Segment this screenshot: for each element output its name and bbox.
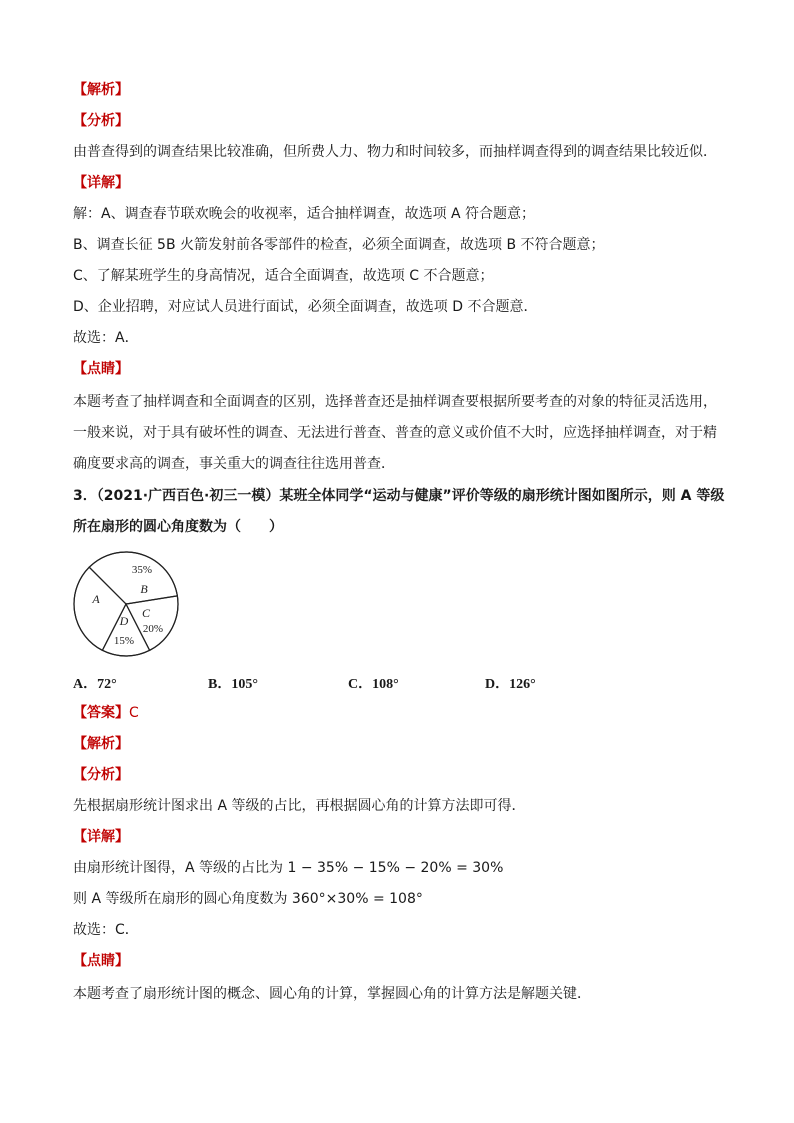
- analysis-text: 由普查得到的调查结果比较准确，但所费人力、物力和时间较多，而抽样调查得到的调查结果比较近似．: [73, 144, 717, 160]
- section-tag-fenxi: 【分析】: [73, 113, 129, 129]
- pie-slice-label: C: [141, 606, 151, 620]
- section-tag-xiangjie: 【详解】: [73, 175, 129, 191]
- comment-line: 确度要求高的调查，事关重大的调查往往选用普查．: [73, 456, 395, 472]
- section-tag-daan: 【答案】: [73, 705, 129, 721]
- comment-line: 一般来说，对于具有破坏性的调查、无法进行普查、普查的意义或价值不大时，应选择抽样调查，对于精: [73, 425, 717, 441]
- answer-value: C: [129, 705, 139, 721]
- question-stem-line2: 所在扇形的圆心角度数为（ ）: [73, 519, 283, 535]
- section-tag-jiexi: 【解析】: [73, 736, 129, 752]
- option-c: C．108°: [348, 677, 399, 692]
- option-a: A．72°: [73, 677, 117, 692]
- option-b: B．105°: [208, 677, 258, 692]
- detail-line: B、调查长征 5B 火箭发射前各零部件的检查，必须全面调查，故选项 B 不符合题意；: [73, 237, 605, 253]
- answer-line: [73, 703, 723, 723]
- detail-line: 故选：A．: [73, 330, 139, 346]
- section-tag-jiexi: 【解析】: [73, 82, 129, 98]
- pie-percent-label: 15%: [113, 635, 135, 647]
- analysis-text: 先根据扇形统计图求出 A 等级的占比，再根据圆心角的计算方法即可得．: [73, 798, 526, 814]
- pie-percent-label: 35%: [131, 564, 153, 576]
- pie-percent-label: 20%: [142, 623, 164, 635]
- detail-line: 故选：C．: [73, 922, 139, 938]
- pie-chart: [70, 548, 190, 660]
- option-d: D．126°: [485, 677, 536, 692]
- detail-line: 由扇形统计图得，A 等级的占比为 1 − 35% − 15% − 20% = 30%: [73, 860, 504, 876]
- detail-line: D、企业招聘，对应试人员进行面试，必须全面调查，故选项 D 不合题意．: [73, 299, 538, 315]
- pie-slice-label: A: [92, 592, 100, 606]
- pie-slice-b: [89, 552, 177, 604]
- detail-line: 解：A、调查春节联欢晚会的收视率，适合抽样调查，故选项 A 符合题意；: [73, 206, 536, 222]
- detail-line: C、了解某班学生的身高情况，适合全面调查，故选项 C 不合题意；: [73, 268, 494, 284]
- detail-line: 则 A 等级所在扇形的圆心角度数为 360°×30% = 108°: [73, 891, 423, 907]
- pie-slice-label: D: [119, 614, 129, 628]
- section-tag-dianjing: 【点睛】: [73, 953, 129, 969]
- section-tag-dianjing: 【点睛】: [73, 361, 129, 377]
- section-tag-xiangjie: 【详解】: [73, 829, 129, 845]
- pie-slice-label: B: [140, 582, 148, 596]
- question-stem-line1: 3．（2021·广西百色·初三一模）某班全体同学“运动与健康”评价等级的扇形统计图如图所示，则 A 等级: [73, 488, 725, 504]
- section-tag-fenxi: 【分析】: [73, 767, 129, 783]
- comment-line: 本题考查了抽样调查和全面调查的区别，选择普查还是抽样调查要根据所要考查的对象的特征灵活选用，: [73, 394, 717, 410]
- comment-text: 本题考查了扇形统计图的概念、圆心角的计算，掌握圆心角的计算方法是解题关键．: [73, 986, 591, 1002]
